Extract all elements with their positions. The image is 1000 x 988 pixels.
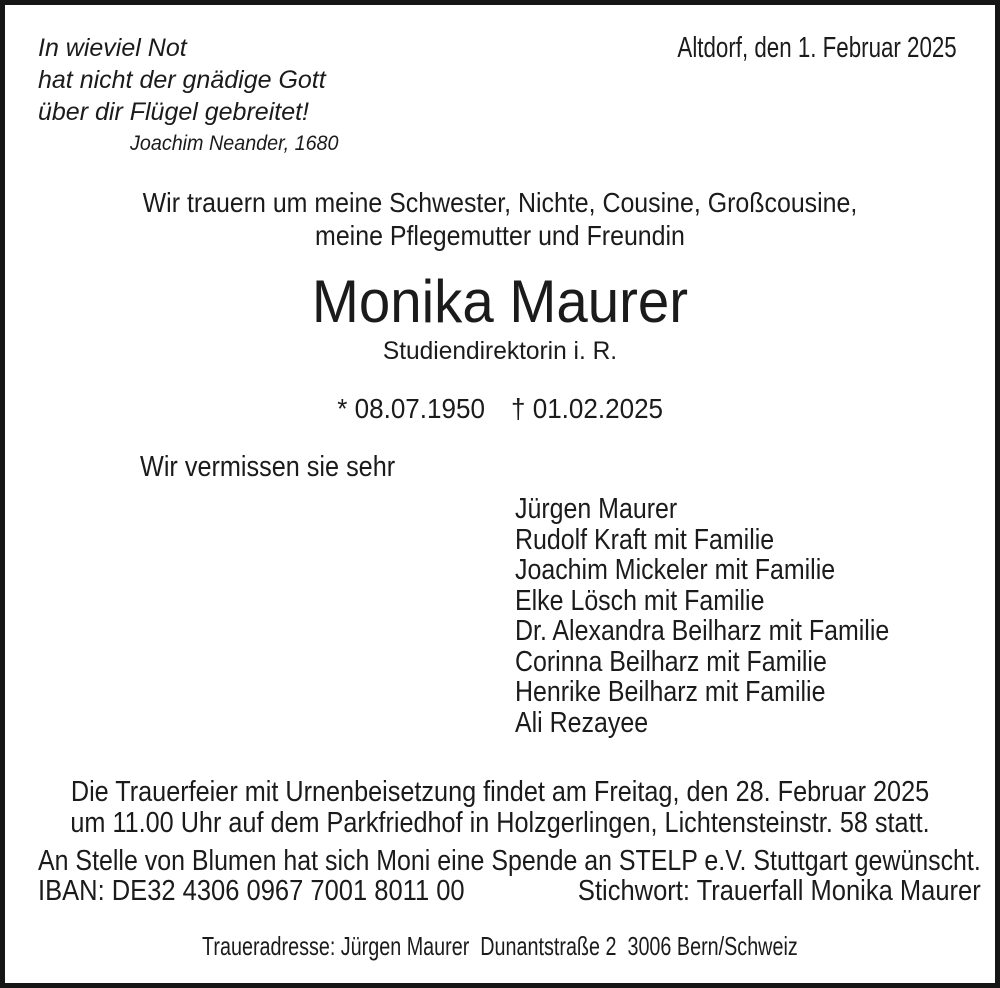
donation-line: An Stelle von Blumen hat sich Moni eine Spende an STELP e.V. Stuttgart gewünscht.	[38, 845, 981, 877]
funeral-info	[5, 777, 995, 839]
opening-verse	[38, 32, 352, 157]
verse-line-1: In wieviel Not	[38, 34, 187, 62]
mourner: Dr. Alexandra Beilharz mit Familie	[515, 615, 890, 647]
funeral-line-1: Die Trauerfeier mit Urnenbeisetzung findet am Freitag, den 28. Februar 2025	[70, 776, 930, 808]
mourner: Joachim Mickeler mit Familie	[515, 554, 836, 586]
place-and-date	[594, 32, 957, 64]
keyword-text: Stichwort: Trauerfall Monika Maurer	[577, 875, 981, 907]
verse-attribution: Joachim Neander, 1680	[130, 132, 339, 155]
notice-content	[5, 5, 995, 983]
mourning-address-text: Traueradresse: Jürgen Maurer Dunantstraße 2 3006 Bern/Schweiz	[202, 931, 798, 961]
life-dates	[5, 394, 995, 424]
mourner: Ali Rezayee	[515, 706, 649, 739]
mourner: Jürgen Maurer	[515, 493, 678, 525]
intro-line-1: Wir trauern um meine Schwester, Nichte, Cousine, Großcousine,	[142, 187, 858, 218]
mourner: Corinna Beilharz mit Familie	[515, 645, 827, 678]
farewell-line: Wir vermissen sie sehr	[140, 451, 396, 483]
verse-line-2: hat nicht der gnädige Gott	[38, 66, 326, 94]
funeral-line-2: um 11.00 Uhr auf dem Parkfriedhof in Holzgerlingen, Lichtensteinstr. 58 statt.	[70, 807, 930, 839]
place-date-text: Altdorf, den 1. Februar 2025	[677, 32, 957, 64]
iban-text: IBAN: DE32 4306 0967 7001 8011 00	[38, 875, 465, 907]
mourning-intro	[5, 186, 995, 252]
intro-line-2: meine Pflegemutter und Freundin	[315, 220, 685, 251]
mourners-list	[515, 494, 950, 738]
deceased-title: Studiendirektorin i. R.	[382, 337, 618, 365]
verse-line-3: über dir Flügel gebreitet!	[38, 98, 309, 126]
deceased-name: Monika Maurer	[311, 268, 689, 335]
mourner: Elke Lösch mit Familie	[515, 584, 765, 617]
mourner: Rudolf Kraft mit Familie	[515, 523, 775, 556]
life-dates-text	[337, 394, 663, 424]
mourning-address	[5, 932, 995, 960]
birth-date: * 08.07.1950	[337, 393, 485, 424]
death-date: † 01.02.2025	[510, 393, 663, 424]
mourner: Henrike Beilharz mit Familie	[515, 676, 826, 708]
donation-details	[38, 876, 980, 907]
